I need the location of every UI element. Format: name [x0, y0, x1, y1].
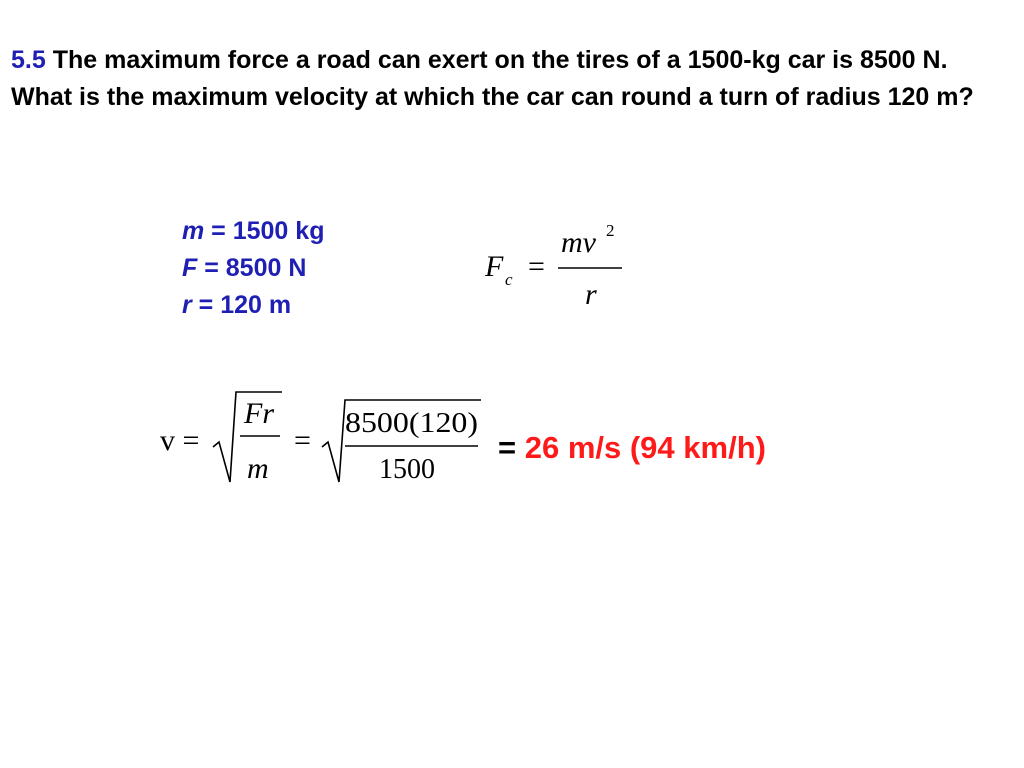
given-value: = 8500 N — [197, 254, 307, 282]
velocity-equals: = — [294, 424, 311, 457]
formula-equals: = — [528, 250, 545, 283]
answer-value: 26 m/s (94 km/h) — [524, 430, 766, 465]
given-symbol: r — [182, 291, 192, 319]
answer — [498, 430, 766, 466]
problem-text: The maximum force a road can exert on the tires of a 1500-kg car is 8500 N. What is the maximum velocity at which the car can round a turn of radius 120 m? — [11, 46, 974, 111]
given-value: = 1500 kg — [204, 217, 325, 245]
fraction-numerator: 8500(120) — [345, 408, 478, 439]
fraction-denominator: m — [247, 452, 269, 485]
velocity-lhs: v = — [160, 424, 200, 457]
formula-lhs: F — [485, 250, 504, 283]
given-symbol: m — [182, 217, 205, 245]
formula-exponent: 2 — [606, 221, 615, 240]
fraction-denominator: 1500 — [379, 454, 435, 485]
problem-number: 5.5 — [11, 46, 46, 74]
centripetal-force-formula — [484, 221, 622, 311]
given-symbol: F — [182, 254, 198, 282]
fraction-numerator: Fr — [244, 397, 274, 430]
formula-numerator: mv — [561, 226, 596, 259]
formula-denominator: r — [585, 278, 597, 311]
velocity-formula — [160, 392, 481, 485]
answer-equals: = — [498, 430, 517, 465]
given-value: = 120 m — [191, 291, 292, 319]
formula-lhs-subscript: c — [505, 270, 513, 289]
